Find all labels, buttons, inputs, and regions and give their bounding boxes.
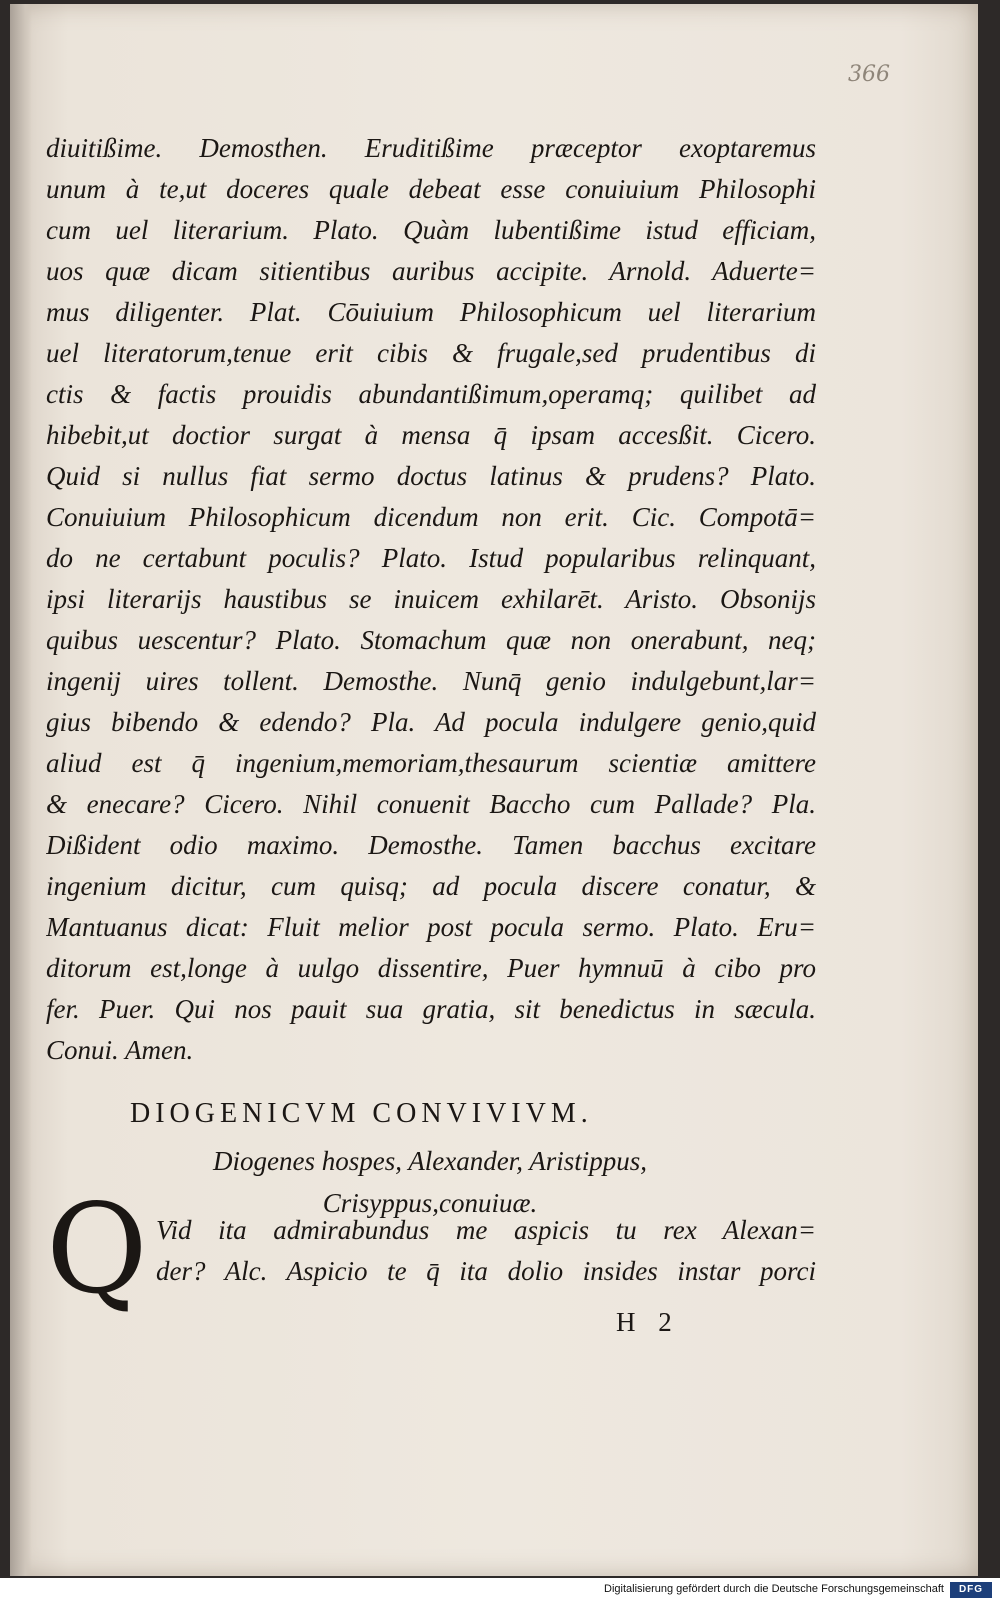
text-line: ingenij uires tollent. Demosthe. Nunq̄ genio indulgebunt,lar= [46,666,816,696]
section-heading: DIOGENICVM CONVIVIVM. [130,1098,593,1129]
text-line: der? Alc. Aspicio te q̄ ita dolio insides instar porci [156,1256,816,1286]
text-line: Mantuanus dicat: Fluit melior post pocula sermo. Plato. Eru= [46,912,816,942]
text-line: ipsi literarijs haustibus se inuicem exhilarēt. Aristo. Obsonijs [46,584,816,614]
text-line: quibus uescentur? Plato. Stomachum quæ non onerabunt, neq; [46,625,816,655]
page-gutter [10,4,32,1576]
text-line: uos quæ dicam sitientibus auribus accipite. Arnold. Aduerte= [46,256,816,286]
text-line: fer. Puer. Qui nos pauit sua gratia, sit benedictus in sæcula. [46,994,816,1024]
text-line: ctis & factis prouidis abundantißimum,operamq; quilibet ad [46,379,816,409]
text-line: Dißident odio maximo. Demosthe. Tamen bacchus excitare [46,830,816,860]
dfg-logo: DFG [950,1582,992,1598]
drop-cap-initial: Q [46,1178,148,1322]
text-line: hibebit,ut doctior surgat à mensa q̄ ipsam accesßit. Cicero. [46,420,816,450]
text-line: aliud est q̄ ingenium,memoriam,thesaurum scientiæ amittere [46,748,816,778]
text-line: mus diligenter. Plat. Cōuiuium Philosophicum uel literarium [46,297,816,327]
text-line: diuitißime. Demosthen. Eruditißime præceptor exoptaremus [46,133,816,163]
footer-credit: Digitalisierung gefördert durch die Deutsche Forschungsgemeinschaft [604,1583,944,1595]
text-line: ingenium dicitur, cum quisq; ad pocula discere conatur, & [46,871,816,901]
text-line: cum uel literarium. Plato. Quàm lubentißime istud efficiam, [46,215,816,245]
text-line: Conuiuium Philosophicum dicendum non erit. Cic. Compotā= [46,502,816,532]
text-line: ditorum est,longe à uulgo dissentire, Puer hymnuū à cibo pro [46,953,816,983]
text-line: do ne certabunt poculis? Plato. Istud popularibus relinquant, [46,543,816,573]
persons-line: Diogenes hospes, Alexander, Aristippus, [213,1146,647,1176]
folio-number: 366 [848,62,890,87]
text-line: uel literatorum,tenue erit cibis & frugale,sed prudentibus di [46,338,816,368]
section-opening-text [156,1210,816,1292]
signature-mark: H 2 [616,1307,680,1337]
text-line: Vid ita admirabundus me aspicis tu rex Alexan= [156,1215,816,1245]
footer-bar [0,1578,1000,1603]
book-page [10,4,978,1576]
text-line: gius bibendo & edendo? Pla. Ad pocula indulgere genio,quid [46,707,816,737]
text-line: unum à te,ut doceres quale debeat esse conuiuium Philosophi [46,174,816,204]
text-line: & enecare? Cicero. Nihil conuenit Baccho cum Pallade? Pla. [46,789,816,819]
persons-line: Crisyppus,conuiuæ. [322,1188,538,1218]
body-text [46,128,816,1071]
text-line: Conui. Amen. [46,1035,194,1065]
text-line: Quid si nullus fiat sermo doctus latinus & prudens? Plato. [46,461,816,491]
